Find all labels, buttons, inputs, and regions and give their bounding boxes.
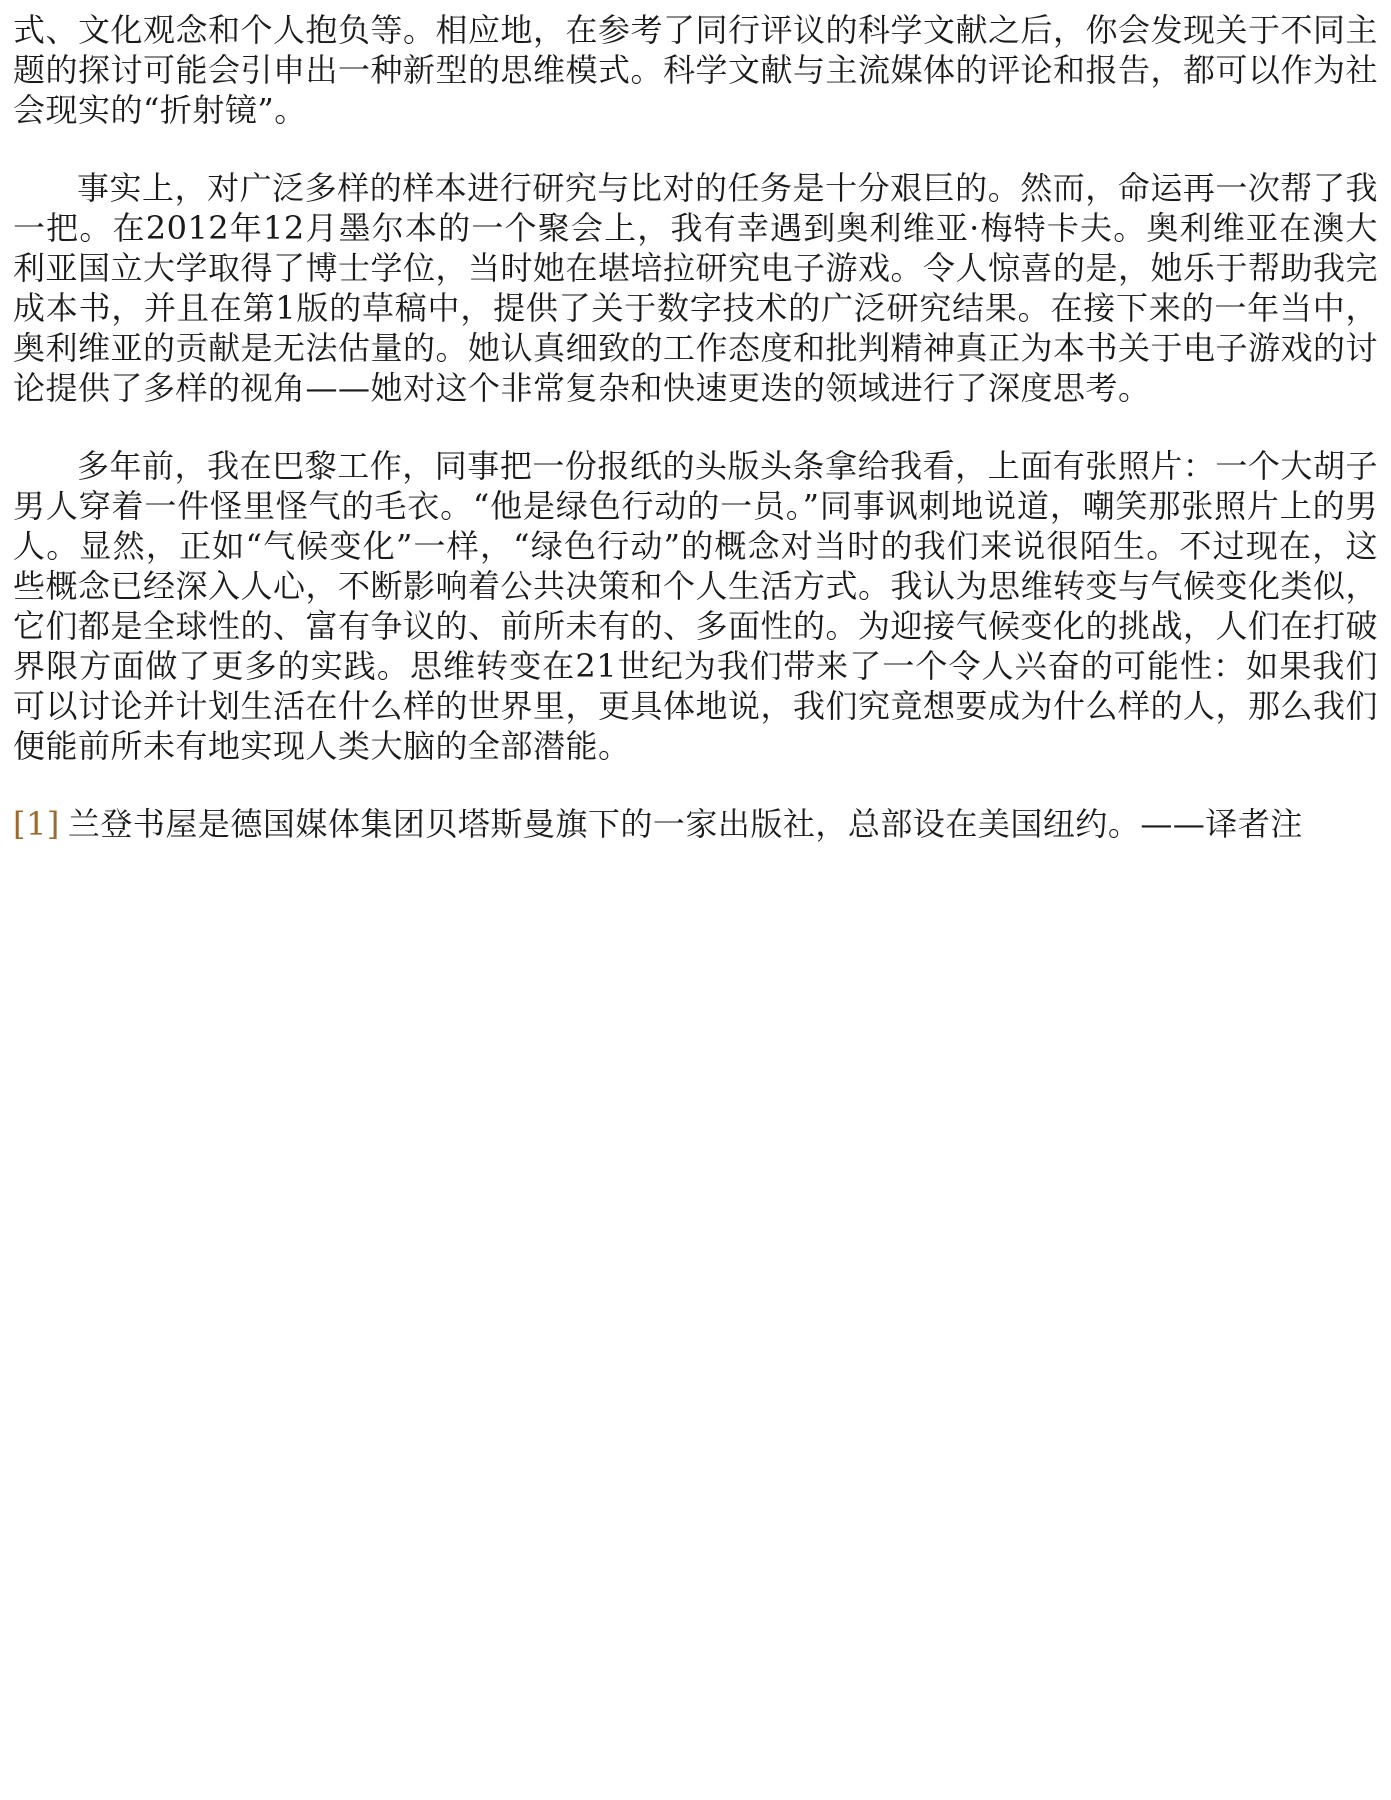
paragraph-olivia-metcalfe: 事实上，对广泛多样的样本进行研究与比对的任务是十分艰巨的。然而，命运再一次帮了我一把。在2012年12月墨尔本的一个聚会上，我有幸遇到奥利维亚·梅特卡夫。奥利维亚在澳大利亚国立大学取得了博士学位，当时她在堪培拉研究电子游戏。令人惊喜的是，她乐于帮助我完成本书，并且在第1版的草稿中，提供了关于数字技术的广泛研究结果。在接下来的一年当中，奥利维亚的贡献是无法估量的。她认真细致的工作态度和批判精神真正为本书关于电子游戏的讨论提供了多样的视角——她对这个非常复杂和快速更迭的领域进行了深度思考。 [13, 169, 1379, 407]
footnote-text: 兰登书屋是德国媒体集团贝塔斯曼旗下的一家出版社，总部设在美国纽约。——译者注 [67, 805, 1303, 843]
paragraph-paris-green-movement: 多年前，我在巴黎工作，同事把一份报纸的头版头条拿给我看，上面有张照片：一个大胡子男人穿着一件怪里怪气的毛衣。“他是绿色行动的一员。”同事讽刺地说道，嘲笑那张照片上的男人。显然，正如“气候变化”一样，“绿色行动”的概念对当时的我们来说很陌生。不过现在，这些概念已经深入人心，不断影响着公共决策和个人生活方式。我认为思维转变与气候变化类似，它们都是全球性的、富有争议的、前所未有的、多面性的。为迎接气候变化的挑战，人们在打破界限方面做了更多的实践。思维转变在21世纪为我们带来了一个令人兴奋的可能性：如果我们可以讨论并计划生活在什么样的世界里，更具体地说，我们究竟想要成为什么样的人，那么我们便能前所未有地实现人类大脑的全部潜能。 [13, 447, 1379, 765]
paragraph-continuation: 式、文化观念和个人抱负等。相应地，在参考了同行评议的科学文献之后，你会发现关于不同主题的探讨可能会引申出一种新型的思维模式。科学文献与主流媒体的评论和报告，都可以作为社会现实的“折射镜”。 [13, 11, 1379, 129]
footnote-marker-link[interactable]: [1] [13, 805, 60, 843]
footnote [13, 804, 1378, 844]
document-page [13, 10, 1378, 844]
